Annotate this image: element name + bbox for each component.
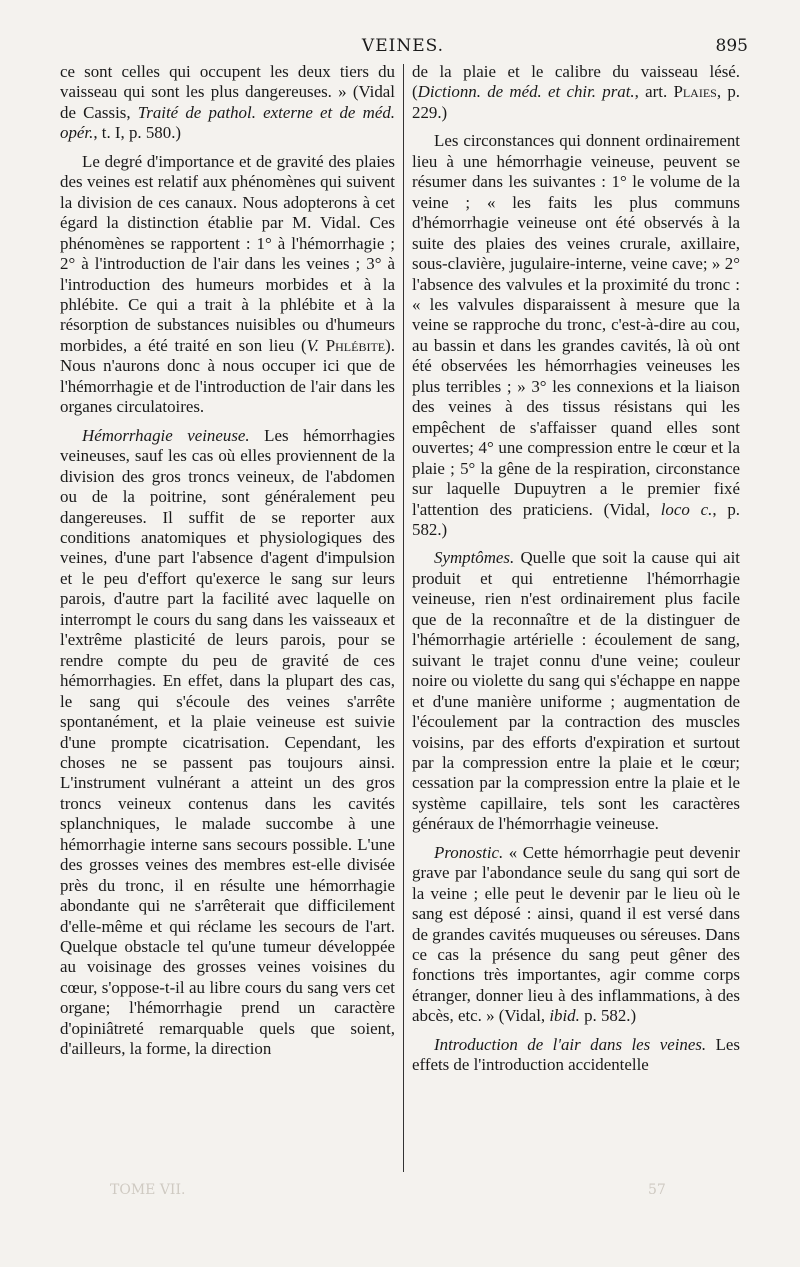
left-column	[60, 62, 395, 1060]
section-lead-symptomes: Symptômes.	[434, 548, 515, 568]
paragraph-continuation: ce sont celles qui occupent les deux tiers du vaisseau qui sont les plus dangereuses. » (Vidal de Cassis, Traité de pathol. externe et de méd. opér., t. I, p. 580.)	[60, 62, 395, 143]
sheet-signature: 57	[648, 1182, 666, 1198]
section-lead-hemorrhagie: Hémorrhagie veineuse.	[82, 425, 250, 445]
paragraph-gravite: Le degré d'importance et de gravité des plaies des veines est relatif aux phénomènes qui suivent la division de ces canaux. Nous adopterons à cet égard la distinction établie par M. Vidal. Ces phénomènes se rapportent : 1° à l'hémorrhagie ; 2° à l'introduction de l'air dans les veines ; 3° à l'introduction des humeurs morbides et à la phlébite. Ce qui a trait à la phlébite et à la résorption de substances nuisibles ou d'humeurs morbides, a été traité en son lieu (V. Phlébite). Nous n'aurons donc à nous occuper ici que de l'hémorrhagie et de l'introduction de l'air dans les organes circulatoires.	[60, 151, 395, 417]
page-header	[58, 36, 748, 58]
page-number: 895	[715, 36, 748, 56]
section-lead-introduction: Introduction de l'air dans les veines.	[434, 1034, 707, 1054]
page-footer	[0, 1182, 800, 1202]
column-rule	[403, 64, 404, 1172]
running-title: VEINES.	[361, 36, 445, 56]
paragraph-circonstances: Les circonstances qui donnent ordinairement lieu à une hémorrhagie veineuse, peuvent se résumer dans les suivantes : 1° le volume de la veine ; « les faits les plus communs d'hémorrhagie veineuse ont été observés à la suite des plaies des veines crurale, axillaire, sous-clavière, jugulaire-interne, veine cave; » 2° l'absence des valvules et la proximité du tronc : « les valvules disparaissent à mesure que la veine se rapproche du tronc, c'est-à-dire au cou, au bassin et dans les grandes cavités, là où ont été observées les hémorrhagies veineuses les plus terribles ; » 3° les connexions et la liaison des veines à des tissus résistans qui les empêchent de s'affaisser quand elles sont ouvertes; 4° une compression entre le cœur et la plaie ; 5° la gêne de la respiration, circonstance sur laquelle Dupuytren a le premier fixé l'attention des praticiens. (Vidal, loco c., p. 582.)	[412, 131, 741, 539]
paragraph-continuation-right: de la plaie et le calibre du vaisseau lésé. (Dictionn. de méd. et chir. prat., art. Plaies, p. 229.)	[412, 62, 740, 122]
paragraph-introduction-air: Introduction de l'air dans les veines. Les effets de l'introduction accidentelle	[412, 1034, 740, 1075]
section-lead-pronostic: Pronostic.	[434, 842, 504, 862]
paragraph-symptomes: Symptômes. Quelle que soit la cause qui ait produit et qui entretienne l'hémorrhagie veineuse, rien n'est ordinairement plus facile que de la reconnaître et de la distinguer de l'hémorrhagie artérielle : écoulement de sang, suivant le trajet connu d'une veine; couleur noire ou violette du sang qui s'échappe en nappe et d'une manière uniforme ; augmentation de l'écoulement par la contraction des muscles voisins, par des efforts d'expiration et surtout par la compression entre la plaie et le cœur; cessation par la compression entre la plaie et le système capillaire, tels sont les caractères généraux de l'hémorrhagie veineuse.	[412, 548, 740, 834]
cross-ref-phlebite: Phlébite	[325, 335, 386, 355]
right-column	[412, 62, 740, 1076]
volume-signature: TOME VII.	[110, 1182, 186, 1198]
cross-ref-v: V.	[306, 335, 319, 355]
paragraph-hemorrhagie: Hémorrhagie veineuse. Les hémorrhagies veineuses, sauf les cas où elles proviennent de la division des gros troncs veineux, de l'abdomen ou de la poitrine, sont généralement peu dangereuses. Il suffit de se reporter aux conditions anatomiques et physiologiques des veines, d'une part l'absence d'agent d'impulsion et le peu d'effort qu'exerce le sang sur leurs parois, d'autre part la facilité avec laquelle on interrompt le cours du sang dans les vaisseaux et l'extrême plasticité de leurs parois, pour se rendre compte du peu de gravité de ces hémorrhagies. En effet, dans la plupart des cas, le sang qui s'écoule des veines s'arrête spontanément, et la plaie veineuse est suivie d'une prompte cicatrisation. Cependant, les choses ne se passent pas toujours ainsi. L'instrument vulnérant a atteint un des gros troncs veineux contenus dans les cavités splanchniques, le malade succombe à une hémorrhagie interne sans secours possible. L'une des grosses veines des membres est-elle divisée près du tronc, il en résulte une hémorrhagie abondante qui ne s'arrêterait que difficilement d'elle-même et qui réclame les secours de l'art. Quelque obstacle tel qu'une tumeur développée au voisinage des grosses veines voisines du cœur, s'oppose-t-il au libre cours du sang vers cet organe; l'hémorrhagie prend un caractère d'opiniâtreté remarquable quels que soient, d'ailleurs, la forme, la direction	[60, 425, 395, 1059]
paragraph-pronostic: Pronostic. « Cette hémorrhagie peut devenir grave par l'abondance seule du sang qui sort de la veine ; elle peut le devenir par le lieu où le sang est déposé : ainsi, quand il est versé dans de grandes cavités muqueuses ou séreuses. Dans ce cas la présence du sang peut gêner des fonctions très importantes, agir comme corps étranger, donner lieu à des inflammations, à des abcès, etc. » (Vidal, ibid. p. 582.)	[412, 842, 740, 1026]
